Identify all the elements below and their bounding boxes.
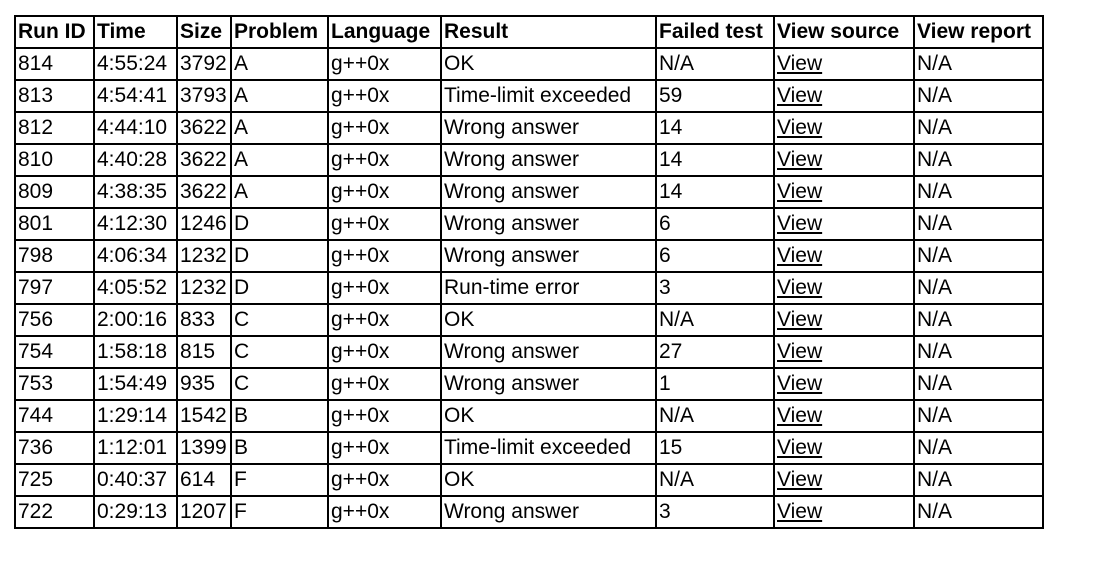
cell-view-source	[774, 240, 914, 272]
cell-problem: C	[231, 336, 328, 368]
table-row	[15, 432, 1043, 464]
cell-language: g++0x	[328, 112, 441, 144]
cell-view-source	[774, 48, 914, 80]
cell-problem: D	[231, 272, 328, 304]
cell-failed-test: N/A	[656, 464, 774, 496]
header-row	[15, 16, 1043, 48]
cell-size: 3792	[177, 48, 231, 80]
cell-problem: B	[231, 400, 328, 432]
cell-view-report: N/A	[914, 240, 1043, 272]
cell-size: 815	[177, 336, 231, 368]
cell-run-id: 810	[15, 144, 94, 176]
table-row	[15, 144, 1043, 176]
cell-time: 4:38:35	[94, 176, 177, 208]
cell-language: g++0x	[328, 144, 441, 176]
header-result: Result	[441, 16, 656, 48]
cell-run-id: 722	[15, 496, 94, 528]
cell-time: 0:40:37	[94, 464, 177, 496]
view-source-link[interactable]: View	[777, 468, 823, 491]
table-row	[15, 336, 1043, 368]
header-size: Size	[177, 16, 231, 48]
cell-view-source	[774, 80, 914, 112]
view-source-link[interactable]: View	[777, 436, 823, 459]
cell-view-source	[774, 176, 914, 208]
header-failed-test: Failed test	[656, 16, 774, 48]
cell-result: Time-limit exceeded	[441, 432, 656, 464]
cell-failed-test: 6	[656, 240, 774, 272]
cell-failed-test: 1	[656, 368, 774, 400]
cell-size: 1232	[177, 272, 231, 304]
cell-run-id: 812	[15, 112, 94, 144]
cell-language: g++0x	[328, 400, 441, 432]
table-body	[15, 48, 1043, 528]
table-row	[15, 48, 1043, 80]
cell-result: Wrong answer	[441, 208, 656, 240]
view-source-link[interactable]: View	[777, 212, 823, 235]
cell-time: 4:12:30	[94, 208, 177, 240]
view-source-link[interactable]: View	[777, 372, 823, 395]
cell-view-report: N/A	[914, 336, 1043, 368]
cell-view-source	[774, 336, 914, 368]
cell-time: 4:05:52	[94, 272, 177, 304]
cell-problem: A	[231, 112, 328, 144]
view-source-link[interactable]: View	[777, 276, 823, 299]
view-source-link[interactable]: View	[777, 84, 823, 107]
header-time: Time	[94, 16, 177, 48]
cell-problem: C	[231, 304, 328, 336]
cell-size: 1232	[177, 240, 231, 272]
cell-problem: F	[231, 496, 328, 528]
cell-language: g++0x	[328, 48, 441, 80]
cell-size: 3622	[177, 112, 231, 144]
cell-result: Wrong answer	[441, 112, 656, 144]
cell-result: Wrong answer	[441, 144, 656, 176]
cell-view-report: N/A	[914, 208, 1043, 240]
cell-problem: A	[231, 176, 328, 208]
cell-run-id: 725	[15, 464, 94, 496]
table-row	[15, 272, 1043, 304]
cell-time: 1:12:01	[94, 432, 177, 464]
cell-run-id: 801	[15, 208, 94, 240]
view-source-link[interactable]: View	[777, 340, 823, 363]
cell-failed-test: 6	[656, 208, 774, 240]
cell-problem: F	[231, 464, 328, 496]
cell-run-id: 814	[15, 48, 94, 80]
cell-time: 0:29:13	[94, 496, 177, 528]
cell-view-report: N/A	[914, 144, 1043, 176]
cell-result: Wrong answer	[441, 368, 656, 400]
cell-run-id: 754	[15, 336, 94, 368]
cell-result: OK	[441, 464, 656, 496]
cell-result: OK	[441, 48, 656, 80]
cell-size: 1542	[177, 400, 231, 432]
cell-language: g++0x	[328, 304, 441, 336]
cell-failed-test: 14	[656, 112, 774, 144]
cell-view-report: N/A	[914, 112, 1043, 144]
cell-time: 1:54:49	[94, 368, 177, 400]
cell-size: 3622	[177, 176, 231, 208]
cell-run-id: 753	[15, 368, 94, 400]
cell-view-source	[774, 272, 914, 304]
cell-result: OK	[441, 304, 656, 336]
cell-language: g++0x	[328, 80, 441, 112]
table-header	[15, 16, 1043, 48]
header-view-report: View report	[914, 16, 1043, 48]
cell-language: g++0x	[328, 464, 441, 496]
cell-result: Wrong answer	[441, 496, 656, 528]
cell-failed-test: 3	[656, 272, 774, 304]
cell-size: 3793	[177, 80, 231, 112]
cell-problem: B	[231, 432, 328, 464]
cell-failed-test: 59	[656, 80, 774, 112]
cell-view-source	[774, 112, 914, 144]
cell-time: 1:29:14	[94, 400, 177, 432]
cell-failed-test: 3	[656, 496, 774, 528]
table-row	[15, 464, 1043, 496]
submissions-table-container	[14, 15, 1044, 529]
cell-run-id: 797	[15, 272, 94, 304]
cell-view-report: N/A	[914, 368, 1043, 400]
cell-problem: C	[231, 368, 328, 400]
cell-size: 833	[177, 304, 231, 336]
submissions-table	[14, 15, 1044, 529]
cell-size: 1399	[177, 432, 231, 464]
cell-view-source	[774, 400, 914, 432]
cell-view-source	[774, 464, 914, 496]
table-row	[15, 496, 1043, 528]
cell-language: g++0x	[328, 432, 441, 464]
view-source-link[interactable]: View	[777, 116, 823, 139]
cell-size: 1246	[177, 208, 231, 240]
cell-view-source	[774, 496, 914, 528]
cell-language: g++0x	[328, 240, 441, 272]
cell-view-report: N/A	[914, 464, 1043, 496]
cell-result: Run-time error	[441, 272, 656, 304]
cell-view-source	[774, 144, 914, 176]
view-source-link[interactable]: View	[777, 500, 823, 523]
cell-failed-test: N/A	[656, 400, 774, 432]
view-source-link[interactable]: View	[777, 180, 823, 203]
cell-language: g++0x	[328, 496, 441, 528]
cell-problem: D	[231, 240, 328, 272]
table-row	[15, 304, 1043, 336]
cell-view-report: N/A	[914, 80, 1043, 112]
cell-problem: D	[231, 208, 328, 240]
cell-run-id: 744	[15, 400, 94, 432]
cell-run-id: 736	[15, 432, 94, 464]
header-problem: Problem	[231, 16, 328, 48]
cell-run-id: 813	[15, 80, 94, 112]
cell-view-report: N/A	[914, 432, 1043, 464]
cell-language: g++0x	[328, 368, 441, 400]
cell-size: 1207	[177, 496, 231, 528]
cell-view-report: N/A	[914, 304, 1043, 336]
cell-time: 1:58:18	[94, 336, 177, 368]
cell-view-report: N/A	[914, 176, 1043, 208]
cell-size: 3622	[177, 144, 231, 176]
cell-failed-test: 14	[656, 176, 774, 208]
cell-time: 4:44:10	[94, 112, 177, 144]
cell-result: Wrong answer	[441, 336, 656, 368]
cell-failed-test: N/A	[656, 304, 774, 336]
cell-problem: A	[231, 48, 328, 80]
cell-view-report: N/A	[914, 48, 1043, 80]
table-row	[15, 240, 1043, 272]
cell-language: g++0x	[328, 272, 441, 304]
view-source-link[interactable]: View	[777, 52, 823, 75]
cell-view-source	[774, 208, 914, 240]
cell-failed-test: 14	[656, 144, 774, 176]
cell-run-id: 809	[15, 176, 94, 208]
cell-view-source	[774, 432, 914, 464]
view-source-link[interactable]: View	[777, 404, 823, 427]
cell-result: OK	[441, 400, 656, 432]
view-source-link[interactable]: View	[777, 244, 823, 267]
cell-size: 614	[177, 464, 231, 496]
cell-size: 935	[177, 368, 231, 400]
cell-view-report: N/A	[914, 400, 1043, 432]
table-row	[15, 176, 1043, 208]
cell-view-report: N/A	[914, 272, 1043, 304]
cell-problem: A	[231, 80, 328, 112]
table-row	[15, 368, 1043, 400]
header-run-id: Run ID	[15, 16, 94, 48]
cell-time: 2:00:16	[94, 304, 177, 336]
view-source-link[interactable]: View	[777, 148, 823, 171]
cell-time: 4:55:24	[94, 48, 177, 80]
table-row	[15, 208, 1043, 240]
cell-view-source	[774, 304, 914, 336]
cell-time: 4:54:41	[94, 80, 177, 112]
cell-view-report: N/A	[914, 496, 1043, 528]
cell-time: 4:06:34	[94, 240, 177, 272]
cell-language: g++0x	[328, 336, 441, 368]
cell-time: 4:40:28	[94, 144, 177, 176]
cell-language: g++0x	[328, 208, 441, 240]
header-view-source: View source	[774, 16, 914, 48]
table-row	[15, 112, 1043, 144]
cell-run-id: 756	[15, 304, 94, 336]
cell-failed-test: 15	[656, 432, 774, 464]
cell-language: g++0x	[328, 176, 441, 208]
header-language: Language	[328, 16, 441, 48]
view-source-link[interactable]: View	[777, 308, 823, 331]
cell-failed-test: N/A	[656, 48, 774, 80]
cell-result: Wrong answer	[441, 176, 656, 208]
cell-view-source	[774, 368, 914, 400]
cell-result: Time-limit exceeded	[441, 80, 656, 112]
cell-run-id: 798	[15, 240, 94, 272]
cell-failed-test: 27	[656, 336, 774, 368]
table-row	[15, 80, 1043, 112]
table-row	[15, 400, 1043, 432]
cell-problem: A	[231, 144, 328, 176]
cell-result: Wrong answer	[441, 240, 656, 272]
